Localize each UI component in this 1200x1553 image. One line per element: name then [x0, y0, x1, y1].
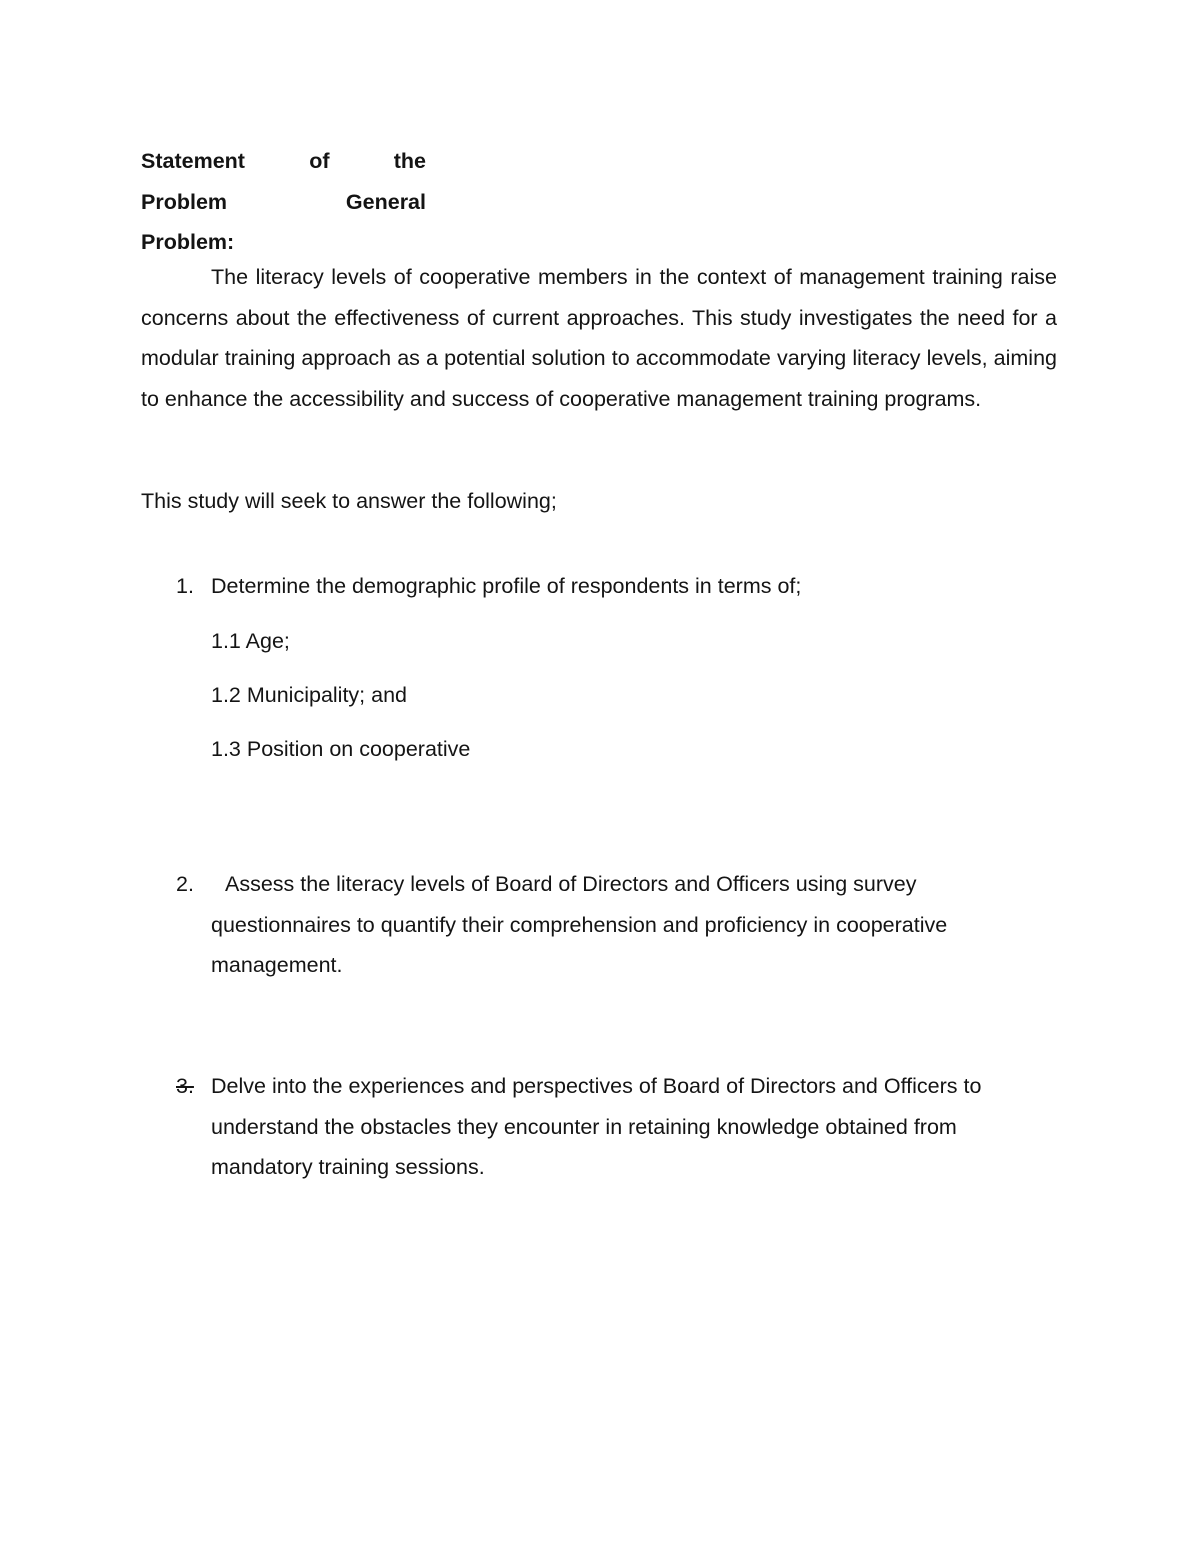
list-item-text-content: Assess the literacy levels of Board of Directors and Officers using survey questionnaires to quantify their comprehension and proficiency in cooperative management. [211, 872, 948, 977]
sub-item-age: 1.1 Age; [211, 629, 290, 653]
list-item-text [211, 864, 1021, 986]
list-item-number: 2. [176, 872, 194, 896]
list-item-3 [141, 1066, 1071, 1188]
heading-word: General [345, 189, 426, 214]
heading-line-1 [141, 141, 426, 182]
list-item-2 [141, 864, 1071, 986]
heading-word: Problem [141, 189, 228, 214]
list-item-1 [141, 566, 1071, 607]
section-heading [141, 141, 426, 263]
heading-line-2 [141, 182, 426, 223]
heading-word: Statement [141, 149, 245, 173]
heading-word: the [393, 149, 426, 173]
list-item-text: Determine the demographic profile of respondents in terms of; [211, 574, 802, 598]
lead-in-text: This study will seek to answer the following; [141, 489, 557, 513]
intro-paragraph: The literacy levels of cooperative members in the context of management training raise concerns about the effectiveness of current approaches. This study investigates the need for a modular training approach as a potential solution to accommodate varying literacy levels, aiming to enhance the accessibility and success of cooperative management training programs. [141, 265, 1057, 411]
list-item-text: Delve into the experiences and perspectives of Board of Directors and Officers to understand the obstacles they encounter in retaining knowledge obtained from mandatory training sessions. [211, 1074, 982, 1179]
list-item-number: 3. [176, 1074, 194, 1098]
sub-item-municipality: 1.2 Municipality; and [211, 683, 407, 707]
list-item-number: 1. [176, 574, 194, 598]
heading-word: Problem: [141, 230, 235, 254]
sub-item-position: 1.3 Position on cooperative [211, 737, 471, 761]
heading-word: of [309, 149, 330, 173]
